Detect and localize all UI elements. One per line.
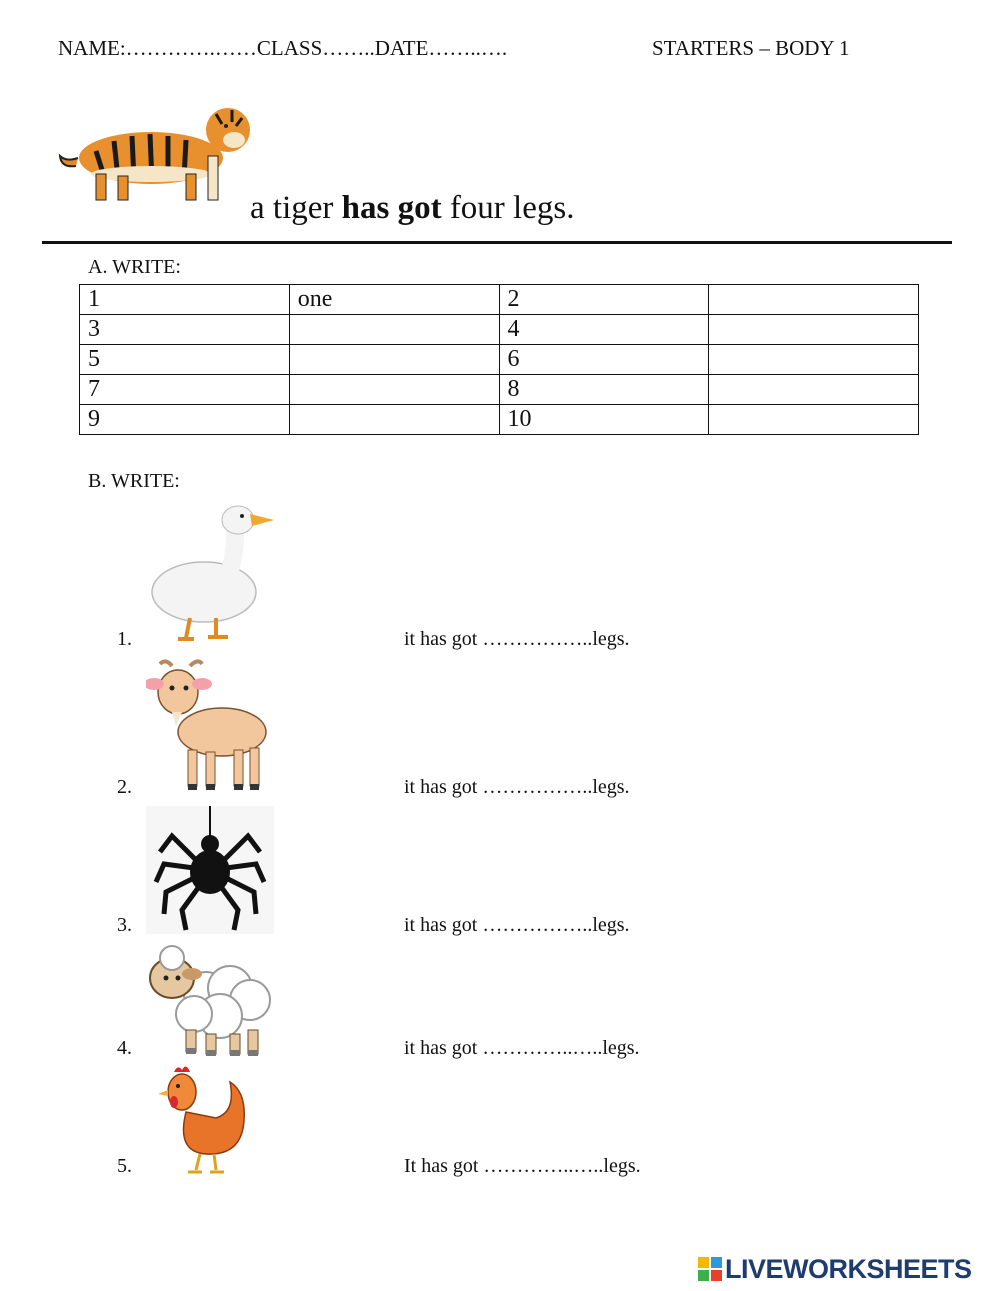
goat-picture: [146, 656, 274, 796]
sheep-picture: [146, 938, 276, 1058]
answer-cell[interactable]: one: [289, 285, 499, 315]
logo-mark-icon: [698, 1257, 722, 1281]
hen-picture: [156, 1062, 250, 1176]
number-cell: 6: [499, 345, 709, 375]
model-sentence: [250, 190, 574, 227]
model-sentence-start: a tiger: [250, 190, 342, 226]
table-row: [80, 405, 919, 435]
number-cell: 2: [499, 285, 709, 315]
answer-cell[interactable]: [709, 285, 919, 315]
section-a-label: A. WRITE:: [88, 256, 181, 278]
section-b-label: B. WRITE:: [88, 470, 180, 492]
table-row: [80, 315, 919, 345]
answer-cell[interactable]: [709, 405, 919, 435]
answer-sentence[interactable]: it has got …………..…..legs.: [404, 1037, 640, 1059]
duck-picture: [146, 498, 278, 644]
item-number: 4.: [117, 1037, 132, 1059]
table-row: [80, 375, 919, 405]
number-cell: 3: [80, 315, 290, 345]
answer-cell[interactable]: [709, 375, 919, 405]
answer-sentence[interactable]: it has got ……………..legs.: [404, 628, 630, 650]
number-cell: 8: [499, 375, 709, 405]
number-cell: 4: [499, 315, 709, 345]
answer-cell[interactable]: [709, 315, 919, 345]
model-sentence-bold: has got: [341, 190, 442, 226]
logo-text: LIVEWORKSHEETS: [725, 1253, 972, 1284]
liveworksheets-logo: [698, 1254, 972, 1284]
worksheet-title: STARTERS – BODY 1: [652, 36, 850, 60]
answer-sentence[interactable]: It has got …………..…..legs.: [404, 1155, 641, 1177]
answer-cell[interactable]: [289, 405, 499, 435]
header-fields: NAME:………….……​CLASS……..DATE……..….: [58, 36, 508, 60]
spider-picture: [146, 806, 274, 934]
table-row: [80, 285, 919, 315]
number-cell: 7: [80, 375, 290, 405]
table-row: [80, 345, 919, 375]
number-cell: 9: [80, 405, 290, 435]
answer-sentence[interactable]: it has got ……………..legs.: [404, 776, 630, 798]
number-word-table: [79, 284, 919, 435]
answer-cell[interactable]: [289, 345, 499, 375]
item-number: 5.: [117, 1155, 132, 1177]
item-number: 3.: [117, 914, 132, 936]
answer-cell[interactable]: [709, 345, 919, 375]
number-cell: 1: [80, 285, 290, 315]
number-cell: 5: [80, 345, 290, 375]
item-number: 2.: [117, 776, 132, 798]
model-sentence-end: four legs.: [441, 190, 575, 226]
tiger-picture: [56, 96, 256, 206]
answer-cell[interactable]: [289, 375, 499, 405]
answer-sentence[interactable]: it has got ……………..legs.: [404, 914, 630, 936]
item-number: 1.: [117, 628, 132, 650]
header-divider: [42, 241, 952, 244]
number-cell: 10: [499, 405, 709, 435]
answer-cell[interactable]: [289, 315, 499, 345]
